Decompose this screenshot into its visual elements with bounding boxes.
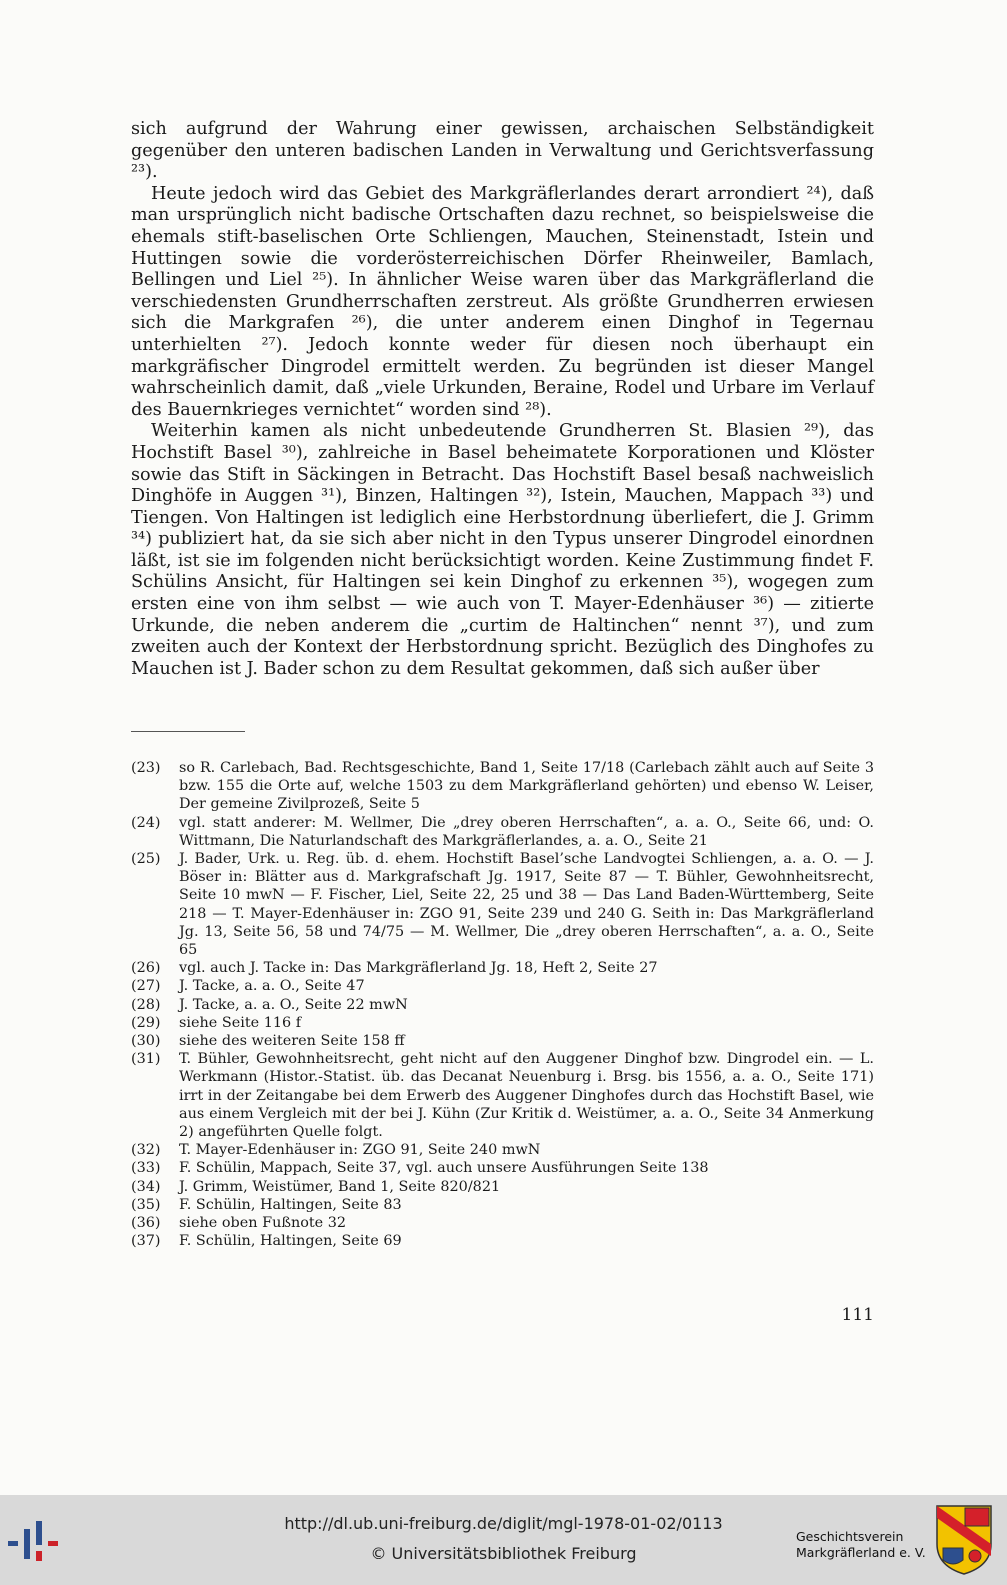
footnote-item [131, 1214, 874, 1232]
footnote-number: (24) [131, 814, 161, 831]
footnote-item [131, 959, 874, 977]
society-name [796, 1529, 926, 1561]
footnote-text: siehe oben Fußnote 32 [179, 1215, 347, 1232]
footer-bar [0, 1495, 1007, 1585]
footnote-text: F. Schülin, Mappach, Seite 37, vgl. auch unsere Ausführungen Seite 138 [179, 1160, 709, 1177]
footnote-item [131, 1014, 874, 1032]
footnote-text: J. Tacke, a. a. O., Seite 22 mwN [179, 996, 408, 1013]
footnote-number: (23) [131, 760, 161, 776]
markgraeflerland-crest-icon [935, 1504, 993, 1576]
society-line-2: Markgräflerland e. V. [796, 1545, 926, 1560]
footnote-number: (26) [131, 960, 161, 977]
footnote-number: (27) [131, 978, 161, 995]
footnote-item [131, 1050, 874, 1141]
footnote-number: (36) [131, 1215, 161, 1232]
footnote-item [131, 996, 874, 1014]
copyright-notice: © Universitätsbibliothek Freiburg [370, 1544, 637, 1563]
footnote-divider [131, 731, 245, 732]
paragraph-2: Heute jedoch wird das Gebiet des Markgräflerlandes derart arrondiert ²⁴), daß man ursprünglich nicht badische Ortschaften dazu rechnet, so beispielsweise die ehemals stift-baselischen Orte Schliengen, Mauchen, Steinenstadt, Istein und Huttingen sowie die vorderösterreichischen Dörfer Rheinweiler, Bamlach, Bellingen und Liel ²⁵). In ähnlicher Weise waren über das Markgräflerland die verschiedensten Grundherrschaften zerstreut. Als größte Grundherren erwiesen sich die Markgrafen ²⁶), die unter anderem einen Dinghof in Tegernau unterhielten ²⁷). Jedoch konnte weder für diesen noch überhaupt ein markgräfischer Dingrodel ermittelt werden. Zu begründen ist dieser Mangel wahrscheinlich damit, daß „viele Urkunden, Beraine, Rodel und Urbare im Verlauf des Bauernkrieges vernichtet“ worden sind ²⁸). [131, 183, 874, 420]
footnote-item [131, 850, 874, 959]
page-number: 111 [841, 1305, 874, 1325]
footnote-number: (29) [131, 1014, 161, 1031]
footnote-number: (30) [131, 1033, 161, 1050]
footnote-item [131, 1232, 874, 1250]
footnote-text: vgl. auch J. Tacke in: Das Markgräflerland Jg. 18, Heft 2, Seite 27 [179, 960, 658, 977]
footnote-text: T. Mayer-Edenhäuser in: ZGO 91, Seite 240 mwN [179, 1142, 541, 1159]
footnotes [131, 759, 874, 1250]
footnote-text: T. Bühler, Gewohnheitsrecht, geht nicht auf den Auggener Dinghof bzw. Dingrodel ein. — L. Werkmann (Histor.-Statist. üb. das Decanat Neuenburg i. Brsg. bis 1556, a. a. O., Seite 171) irrt in der Zeitangabe bei dem Erwerb des Auggener Dinghofes durch das Hochstift Basel, wie aus einem Vergleich mit der bei J. Kühn (Zur Kritik d. Weistümer, a. a. O., Seite 34 Anmerkung 2) angeführten Quelle folgt. [179, 1051, 874, 1141]
footnote-item [131, 1196, 874, 1214]
footnote-number: (34) [131, 1178, 161, 1195]
paragraph-3: Weiterhin kamen als nicht unbedeutende Grundherren St. Blasien ²⁹), das Hochstift Basel ³⁰), zahlreiche in Basel beheimatete Korporationen und Klöster sowie das Stift in Säckingen in Betracht. Das Hochstift Basel besaß nachweislich Dinghöfe in Auggen ³¹), Binzen, Haltingen ³²), Istein, Mauchen, Mappach ³³) und Tiengen. Von Haltingen ist lediglich eine Herbstordnung überliefert, die J. Grimm ³⁴) publiziert hat, da sie sich aber nicht in den Typus unserer Dingrodel einordnen läßt, ist sie im folgenden nicht berücksichtigt worden. Keine Zustimmung findet F. Schülins Ansicht, für Haltingen sei kein Dinghof zu erkennen ³⁵), wogegen zum ersten eine von ihm selbst — wie auch von T. Mayer-Edenhäuser ³⁶) — zitierte Urkunde, die neben anderem die „curtim de Haltinchen“ nennt ³⁷), und zum zweiten auch der Kontext der Herbstordnung spricht. Bezüglich des Dinghofes zu Mauchen ist J. Bader schon zu dem Resultat gekommen, daß sich außer über [131, 421, 874, 679]
footnote-text: J. Tacke, a. a. O., Seite 47 [179, 978, 365, 995]
footnote-item [131, 759, 874, 814]
footnote-item [131, 977, 874, 995]
footnote-item [131, 814, 874, 850]
footnote-item [131, 1159, 874, 1177]
footnote-item [131, 1141, 874, 1159]
footnote-number: (28) [131, 996, 161, 1013]
footnote-item [131, 1032, 874, 1050]
society-line-1: Geschichtsverein [796, 1529, 904, 1544]
footnote-text: vgl. statt anderer: M. Wellmer, Die „drey oberen Herrschaften“, a. a. O., Seite 66, und: O. Wittmann, Die Naturlandschaft des Markgräflerlandes, a. a. O., Seite 21 [179, 814, 874, 849]
paragraph-1: sich aufgrund der Wahrung einer gewissen, archaischen Selbständigkeit gegenüber den unteren badischen Landen in Verwaltung und Gerichtsverfassung ²³). [131, 119, 874, 183]
footnote-text: J. Grimm, Weistümer, Band 1, Seite 820/821 [179, 1178, 501, 1195]
footnote-number: (25) [131, 851, 161, 868]
source-url: http://dl.ub.uni-freiburg.de/diglit/mgl-1978-01-02/0113 [284, 1514, 723, 1533]
body-text [131, 119, 874, 680]
footnote-text: F. Schülin, Haltingen, Seite 83 [179, 1196, 402, 1213]
footnote-text: J. Bader, Urk. u. Reg. üb. d. ehem. Hochstift Basel’sche Landvogtei Schliengen, a. a. O. — J. Böser in: Blätter aus d. Markgrafschaft Jg. 1917, Seite 87 — T. Bühler, Gewohnheitsrecht, Seite 10 mwN — F. Fischer, Liel, Seite 22, 25 und 38 — Das Land Baden-Württemberg, Seite 218 — T. Mayer-Edenhäuser in: ZGO 91, Seite 239 und 240 G. Seith in: Das Markgräflerland Jg. 13, Seite 56, 58 und 74/75 — M. Wellmer, Die „drey oberen Herrschaften“, a. a. O., Seite 65 [179, 851, 874, 959]
footnote-number: (33) [131, 1160, 161, 1177]
footnote-number: (35) [131, 1196, 161, 1213]
footnote-item [131, 1178, 874, 1196]
footnote-number: (31) [131, 1051, 161, 1068]
footnote-text: siehe des weiteren Seite 158 ff [179, 1033, 405, 1050]
footnote-text: so R. Carlebach, Bad. Rechtsgeschichte, Band 1, Seite 17/18 (Carlebach zählt auch auf Seite 3 bzw. 155 die Orte auf, welche 1503 zu dem Markgräflerland gehörten) und ebenso W. Leiser, Der gemeine Zivilprozeß, Seite 5 [179, 760, 874, 813]
footnote-number: (37) [131, 1233, 161, 1250]
footnote-number: (32) [131, 1142, 161, 1159]
footnote-text: siehe Seite 116 f [179, 1014, 302, 1031]
footnote-text: F. Schülin, Haltingen, Seite 69 [179, 1233, 402, 1250]
